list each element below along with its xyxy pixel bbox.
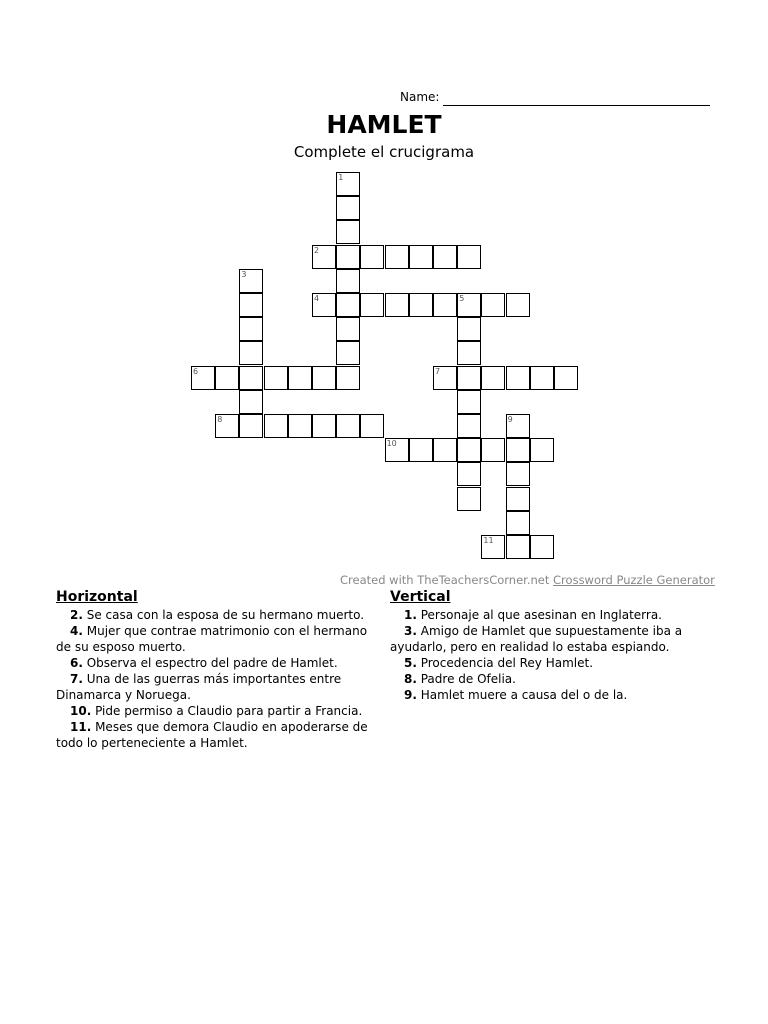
grid-cell[interactable]: [457, 317, 481, 341]
clue-num: 3.: [404, 624, 417, 638]
clue-text: Personaje al que asesinan en Inglaterra.: [416, 608, 662, 622]
grid-cell[interactable]: [506, 511, 530, 535]
grid-cell[interactable]: [481, 438, 505, 462]
grid-cell[interactable]: [409, 438, 433, 462]
clue-num: 1.: [404, 608, 417, 622]
generator-link[interactable]: Crossword Puzzle Generator: [553, 573, 715, 587]
grid-cell[interactable]: [336, 293, 360, 317]
clue-text: Procedencia del Rey Hamlet.: [416, 656, 594, 670]
grid-cell[interactable]: [360, 293, 384, 317]
grid-cell[interactable]: [481, 535, 505, 559]
grid-cell[interactable]: [481, 293, 505, 317]
grid-cell[interactable]: [264, 414, 288, 438]
grid-cell[interactable]: [385, 438, 409, 462]
grid-cell[interactable]: [336, 220, 360, 244]
grid-cell[interactable]: [433, 245, 457, 269]
clue-item: [56, 703, 376, 719]
clue-number: 1: [338, 173, 344, 182]
clue-number: 3: [241, 269, 247, 279]
grid-cell[interactable]: [312, 245, 336, 269]
clue-num: 9.: [404, 688, 417, 702]
grid-cell[interactable]: [457, 293, 481, 317]
page-subtitle: Complete el crucigrama: [293, 143, 475, 161]
grid-cell[interactable]: [239, 390, 263, 414]
grid-cell[interactable]: [457, 414, 481, 438]
clue-item: [56, 655, 376, 671]
clue-item: [390, 687, 710, 703]
clue-num: 8.: [404, 672, 417, 686]
grid-cell[interactable]: [457, 438, 481, 462]
grid-cell[interactable]: [336, 341, 360, 365]
grid-cell[interactable]: [239, 269, 263, 293]
clue-text: Pide permiso a Claudio para partir a Francia.: [91, 704, 363, 718]
clue-num: 11.: [70, 720, 92, 734]
grid-cell[interactable]: [409, 245, 433, 269]
clue-number: 11: [483, 536, 494, 545]
grid-cell[interactable]: [312, 293, 336, 317]
grid-cell[interactable]: [336, 317, 360, 341]
grid-cell[interactable]: [457, 366, 481, 390]
clue-text: Hamlet muere a causa del o de la.: [416, 688, 628, 702]
grid-cell[interactable]: [336, 196, 360, 220]
grid-cell[interactable]: [336, 172, 360, 196]
clue-text: Meses que demora Claudio en apoderarse de todo lo perteneciente a Hamlet.: [56, 720, 368, 750]
vertical-heading: Vertical: [390, 589, 451, 605]
clue-item: [390, 623, 710, 655]
grid-cell[interactable]: [506, 487, 530, 511]
grid-cell[interactable]: [530, 535, 554, 559]
grid-cell[interactable]: [433, 293, 457, 317]
grid-cell[interactable]: [481, 366, 505, 390]
grid-cell[interactable]: [530, 366, 554, 390]
grid-cell[interactable]: [239, 317, 263, 341]
clue-number: 10: [386, 439, 397, 449]
grid-cell[interactable]: [506, 438, 530, 462]
grid-cell[interactable]: [457, 245, 481, 269]
clue-number: 6: [193, 366, 199, 376]
clue-item: [390, 671, 710, 687]
clue-text: Una de las guerras más importantes entre Dinamarca y Noruega.: [56, 672, 342, 702]
horizontal-clues: [56, 588, 376, 751]
grid-cell[interactable]: [239, 366, 263, 390]
clue-num: 2.: [70, 608, 83, 622]
clue-num: 10.: [70, 704, 92, 718]
grid-cell[interactable]: [312, 366, 336, 390]
grid-cell[interactable]: [554, 366, 578, 390]
page-title: HAMLET: [326, 110, 442, 139]
clue-number: 8: [217, 415, 223, 424]
clue-num: 7.: [70, 672, 83, 686]
grid-cell[interactable]: [530, 438, 554, 462]
clue-item: [56, 719, 376, 751]
grid-cell[interactable]: [336, 366, 360, 390]
clue-number: 2: [314, 245, 320, 255]
clue-item: [390, 655, 710, 671]
clue-text: Amigo de Hamlet que supuestamente iba a ayudarlo, pero en realidad lo estaba espiando.: [390, 624, 683, 654]
grid-cell[interactable]: [433, 366, 457, 390]
credit-line: [340, 573, 715, 587]
clue-num: 4.: [70, 624, 83, 638]
horizontal-heading: Horizontal: [56, 589, 138, 605]
clue-text: Mujer que contrae matrimonio con el hermano de su esposo muerto.: [56, 624, 368, 654]
grid-cell[interactable]: [506, 414, 530, 438]
grid-cell[interactable]: [239, 293, 263, 317]
grid-cell[interactable]: [191, 366, 215, 390]
grid-cell[interactable]: [264, 366, 288, 390]
name-label: Name:: [400, 90, 440, 104]
grid-cell[interactable]: [288, 366, 312, 390]
grid-cell[interactable]: [288, 414, 312, 438]
clue-item: [56, 623, 376, 655]
clue-item: [56, 607, 376, 623]
credit-prefix: Created with TheTeachersCorner.net: [340, 573, 550, 587]
clue-item: [390, 607, 710, 623]
grid-cell[interactable]: [506, 462, 530, 486]
clue-text: Observa el espectro del padre de Hamlet.: [82, 656, 338, 670]
name-row: [400, 90, 439, 104]
grid-cell[interactable]: [385, 245, 409, 269]
clue-number: 4: [314, 294, 320, 303]
clue-number: 9: [507, 415, 513, 424]
grid-cell[interactable]: [457, 341, 481, 365]
vertical-clues: [390, 588, 710, 703]
grid-cell[interactable]: [506, 366, 530, 390]
grid-cell[interactable]: [457, 487, 481, 511]
grid-cell[interactable]: [433, 438, 457, 462]
grid-cell[interactable]: [360, 414, 384, 438]
grid-cell[interactable]: [312, 414, 336, 438]
grid-cell[interactable]: [336, 245, 360, 269]
grid-cell[interactable]: [385, 293, 409, 317]
clue-text: Padre de Ofelia.: [416, 672, 516, 686]
grid-cell[interactable]: [239, 414, 263, 438]
clue-number: 7: [435, 366, 441, 376]
grid-cell[interactable]: [215, 366, 239, 390]
name-field[interactable]: [443, 105, 710, 106]
clue-item: [56, 671, 376, 703]
grid-cell[interactable]: [239, 341, 263, 365]
grid-cell[interactable]: [457, 390, 481, 414]
clue-text: Se casa con la esposa de su hermano muerto.: [82, 608, 365, 622]
clue-num: 6.: [70, 656, 83, 670]
grid-cell[interactable]: [506, 535, 530, 559]
clue-number: 5: [459, 294, 465, 303]
grid-cell[interactable]: [360, 245, 384, 269]
grid-cell[interactable]: [409, 293, 433, 317]
grid-cell[interactable]: [336, 269, 360, 293]
grid-cell[interactable]: [215, 414, 239, 438]
grid-cell[interactable]: [506, 293, 530, 317]
grid-cell[interactable]: [336, 414, 360, 438]
clue-num: 5.: [404, 656, 417, 670]
grid-cell[interactable]: [457, 462, 481, 486]
